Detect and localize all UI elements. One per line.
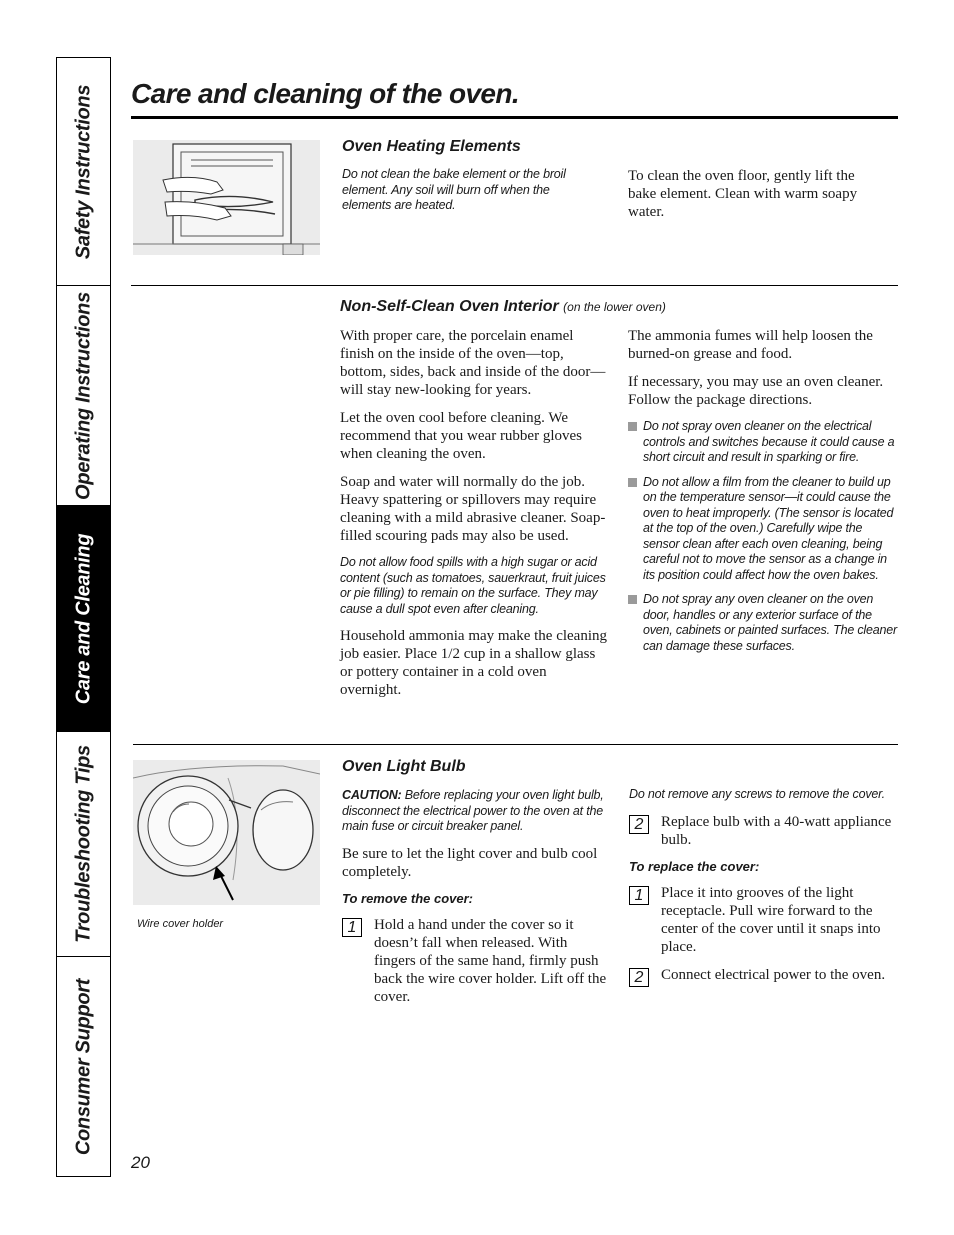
page-number: 20 [131,1153,150,1172]
title-rule [131,116,898,119]
heating-elements-text: To clean the oven floor, gently lift the bake element. Clean with warm soapy water. [628,168,858,220]
heating-elements-right-col [628,167,864,231]
remove-step [342,916,610,1006]
replace-cover-heading: To replace the cover: [629,858,760,874]
screws-note: Do not remove any screws to remove the cover. [629,787,885,801]
warning-bullet [628,475,898,584]
light-bulb-heading: Oven Light Bulb [342,758,466,775]
tab-label: Care and Cleaning [72,533,94,704]
non-self-clean-title: Non-Self-Clean Oven Interior [340,298,559,315]
oven-element-drawing [133,140,320,255]
step-number: 1 [342,918,362,937]
step-text: Place it into grooves of the light receptacle. Pull wire forward to the center of the cover until it snaps into place. [661,884,881,955]
light-bulb-left-col [342,788,610,1016]
tab-label: Troubleshooting Tips [72,745,94,943]
step-number: 2 [629,815,649,834]
step-text: Replace bulb with a 40-watt appliance bulb. [661,813,892,848]
remove-cover-heading: To remove the cover: [342,890,474,906]
heating-elements-note: Do not clean the bake element or the broil element. Any soil will burn off when the elements are heated. [342,167,566,212]
tab-safety-instructions[interactable] [57,58,110,286]
paragraph: Be sure to let the light cover and bulb cool completely. [342,845,598,880]
tab-label: Safety Instructions [72,84,94,259]
bullet-square-icon [628,478,637,487]
caution-note [342,788,610,835]
bullet-text: Do not spray oven cleaner on the electrical controls and switches because it could cause a short circuit and result in sparking or fire. [643,419,895,464]
tab-consumer-support[interactable] [57,957,110,1176]
tab-label: Consumer Support [72,978,94,1155]
paragraph: If necessary, you may use an oven cleaner. Follow the package directions. [628,374,884,408]
bullet-square-icon [628,595,637,604]
bulb-step [629,813,897,849]
food-spill-note: Do not allow food spills with a high sugar or acid content (such as tomatoes, sauerkraut, fruit juices or pie filling) to remain on the surface. They may cause a dull spot even after cleaning. [340,555,606,616]
bullet-text: Do not spray any oven cleaner on the oven door, handles or any exterior surface of the oven, cabinets or painted surfaces. The cleaner can damage these surfaces. [643,592,897,653]
side-tabs [56,57,111,1177]
tab-label: Operating Instructions [72,291,94,500]
section-divider [131,285,898,286]
non-self-clean-heading-note: (on the lower oven) [563,300,666,314]
tab-operating-instructions[interactable] [57,286,110,506]
light-bulb-right-col [629,787,897,998]
section-divider [133,744,898,745]
heating-elements-heading: Oven Heating Elements [342,138,521,155]
step-number: 2 [629,968,649,987]
image-caption: Wire cover holder [137,918,224,930]
light-bulb-illustration [133,760,320,905]
tab-care-and-cleaning[interactable] [57,506,110,732]
step-text: Hold a hand under the cover so it doesn’t fall when released. With fingers of the same hand, firmly push back the wire cover holder. Lift off the cover. [374,916,607,1005]
warning-bullet [628,419,898,466]
caution-text: Before replacing your oven light bulb, disconnect the electrical power to the oven at the main fuse or circuit breaker panel. [342,788,604,833]
paragraph: Household ammonia may make the cleaning job easier. Place 1/2 cup in a shallow glass or pottery container in a cold oven overnight. [340,628,608,698]
bullet-square-icon [628,422,637,431]
paragraph: Let the oven cool before cleaning. We recommend that you wear rubber gloves when cleaning the oven. [340,410,582,462]
non-self-clean-left-col [340,327,608,709]
step-text: Connect electrical power to the oven. [661,966,886,983]
warning-bullet [628,592,898,654]
heating-elements-left-col [342,167,582,224]
non-self-clean-right-col [628,327,898,663]
paragraph: Soap and water will normally do the job. Heavy spattering or spillovers may require cleaning with a mild abrasive cleaner. Soap-filled scouring pads may also be used. [340,474,606,544]
page-title: Care and cleaning of the oven. [131,78,520,109]
replace-step [629,884,897,956]
paragraph: With proper care, the porcelain enamel finish on the inside of the oven—top, bottom, sides, back and inside of the door—will stay new-looking for years. [340,328,606,398]
paragraph: The ammonia fumes will help loosen the burned-on grease and food. [628,328,873,362]
heating-element-illustration [133,140,320,255]
non-self-clean-heading [340,298,666,316]
step-number: 1 [629,886,649,905]
replace-step [629,966,897,988]
light-cover-drawing [133,760,320,905]
tab-troubleshooting-tips[interactable] [57,732,110,957]
bullet-text: Do not allow a film from the cleaner to build up on the temperature sensor—it could cause the oven to heat improperly. (The sensor is located at the top of the oven.) Carefully wipe the sensor clean after each oven cleaning, being careful not to move the sensor as a change in its position could affect how the oven bakes. [643,474,894,582]
caution-label: CAUTION: [342,788,402,802]
